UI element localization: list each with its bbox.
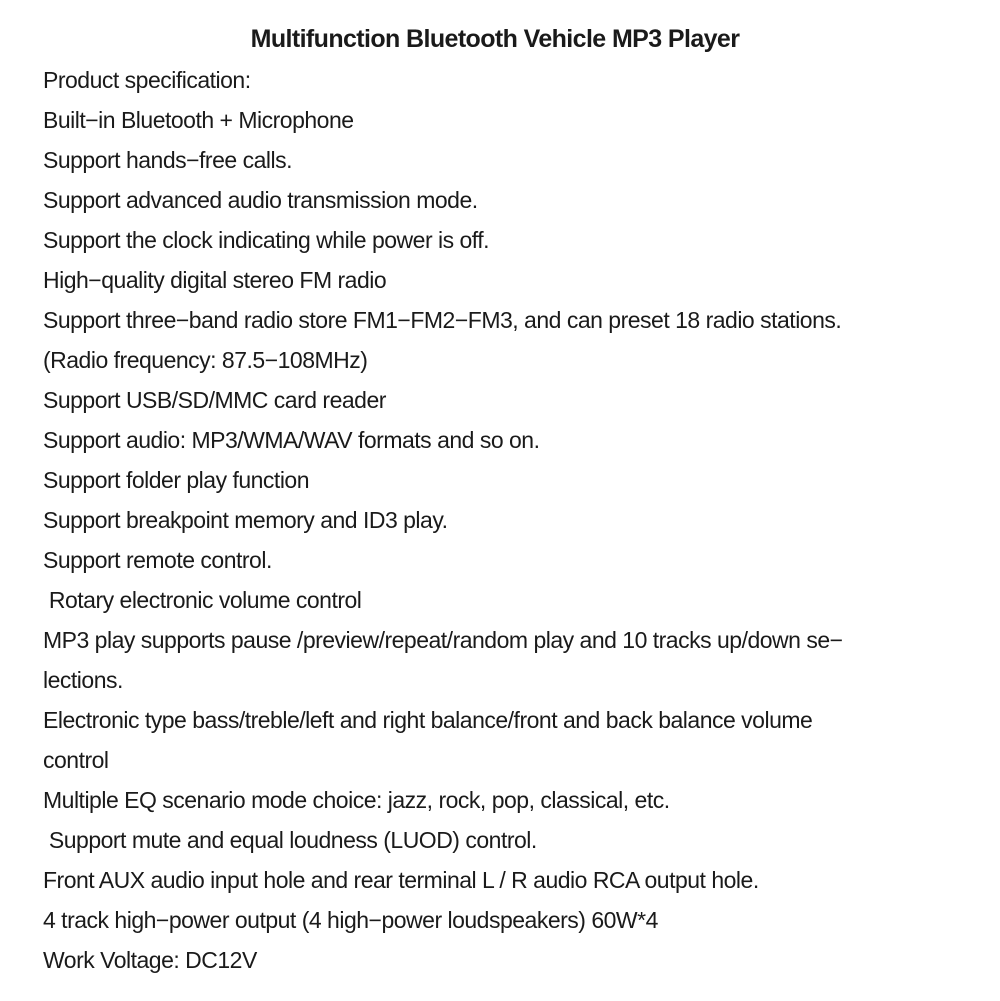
spec-line-clock: Support the clock indicating while power is off. [43,227,490,253]
spec-line-eq-modes: Multiple EQ scenario mode choice: jazz, rock, pop, classical, etc. [43,787,670,813]
spec-line-balance: Electronic type bass/treble/left and right balance/front and back balance volume [43,707,813,733]
spec-line-mp3-play-cont: lections. [43,667,123,693]
spec-line-three-band: Support three−band radio store FM1−FM2−FM3, and can preset 18 radio stations. [43,307,842,333]
page-title: Multifunction Bluetooth Vehicle MP3 Player [250,25,740,53]
spec-line-hands-free: Support hands−free calls. [43,147,292,173]
spec-line-audio-transmission: Support advanced audio transmission mode. [43,187,478,213]
spec-line-radio-frequency: (Radio frequency: 87.5−108MHz) [43,347,368,373]
spec-line-folder-play: Support folder play function [43,467,310,493]
spec-line-voltage: Work Voltage: DC12V [43,947,257,973]
spec-line-mp3-play: MP3 play supports pause /preview/repeat/random play and 10 tracks up/down se− [43,627,843,653]
spec-line-volume-control: Rotary electronic volume control [43,587,362,613]
specification-list [43,60,993,980]
spec-line-mute-loudness: Support mute and equal loudness (LUOD) control. [43,827,537,853]
spec-line-bluetooth-mic: Built−in Bluetooth + Microphone [43,107,354,133]
spec-line-fm-radio: High−quality digital stereo FM radio [43,267,387,293]
spec-line-card-reader: Support USB/SD/MMC card reader [43,387,386,413]
spec-line-power-output: 4 track high−power output (4 high−power loudspeakers) 60W*4 [43,907,658,933]
spec-line-balance-cont: control [43,747,109,773]
spec-line-breakpoint-memory: Support breakpoint memory and ID3 play. [43,507,448,533]
spec-line-remote-control: Support remote control. [43,547,272,573]
spec-line-aux-rca: Front AUX audio input hole and rear terminal L / R audio RCA output hole. [43,867,759,893]
spec-line-audio-formats: Support audio: MP3/WMA/WAV formats and so on. [43,427,540,453]
spec-heading: Product specification: [43,67,251,93]
